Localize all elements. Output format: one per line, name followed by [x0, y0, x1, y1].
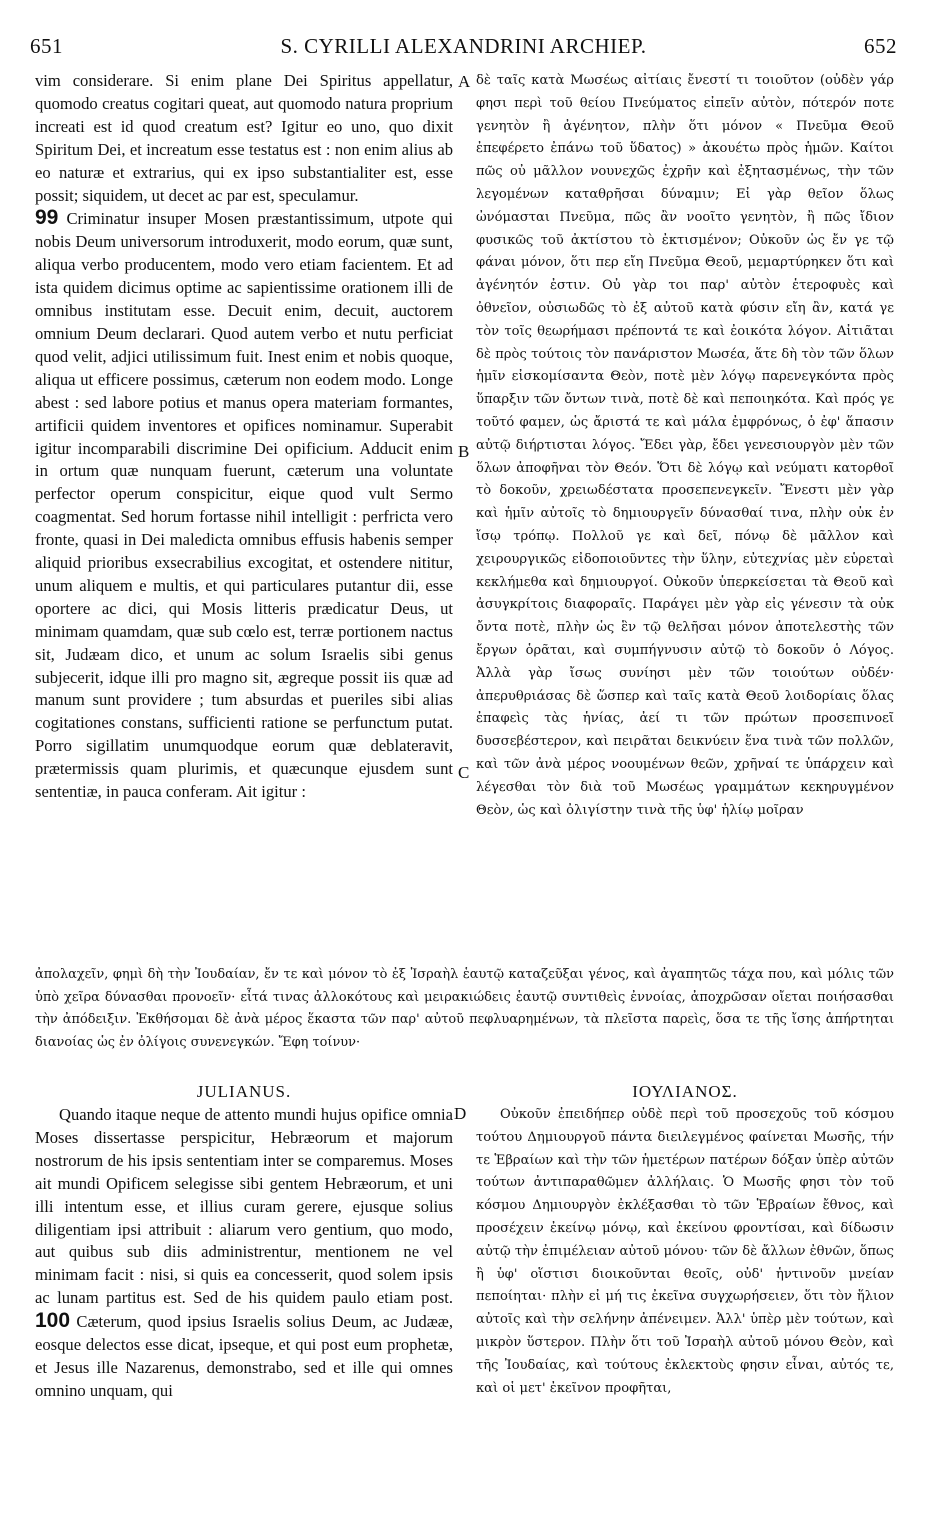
greek-paragraph-upper: δὲ ταῖς κατὰ Μωσέως αἰτίαις ἔνεστί τι τοιοῦτον (οὐδὲν γάρ φησι περὶ τοῦ θείου Πνεύματος εἰπεῖν αὐτὸν, πότερόν ποτε γενητὸν ἢ ἀγένητον, πλὴν ὅτι μόνον « Πνεῦμα Θεοῦ ἐπεφέρετο ἐπάνω τοῦ ὕδατος) » ἀκουέτω πρὸς ἡμῶν. Καίτοι πῶς οὐ μᾶλλον νουνεχῶς ἐχρῆν καὶ ἐξητασμένως, τὴν τῶν λεγομένων καταθρῆσαι δύναμιν; Εἰ γὰρ θεῖον ὅλως ὠνόμασται Πνεῦμα, πῶς ἂν νοοῖτο γενητὸν, ἢ πῶς ἴδιον φυσικῶς τοῦ ἀκτίστου τὸ ἐκτισμένον; Οὐκοῦν ὡς ἔν γε τῷ φάναι μόνον, ὅτι περ εἴη Πνεῦμα Θεοῦ, μεμαρτύρηκεν ὅτι καὶ ἀγένητόν ἐστιν. Οὐ γὰρ τοι παρ' αὐτὸν ἑτεροφυὲς καὶ ὀθνεῖον, οὐσιωδῶς τὸ ἐξ αὐτοῦ κατὰ φύσιν εἴη ἂν, κατά γε τὸν τοῖς θεωρήμασι πρέποντά τε καὶ ἐοικότα λόγον. Αἰτιᾶται δὲ πρὸς τούτοις τὸν πανάριστον Μωσέα, ἅτε δὴ τὸν τῶν ὅλων ἡμῖν εἰσκομίσαντα Θεὸν, ποτὲ μὲν λόγῳ παρενεγκόντα πρὸς ὕπαρξιν τῶν ὄντων τινὰ, ποτὲ δὲ καὶ πεποιηκότα. Καὶ πρός γε τοῦτό φαμεν, ὡς ἄριστά τε καὶ μάλα ἐμφρόνως, ὁ ἐφ' ἅπασιν αὐτῷ διήρτισται λόγος. Ἔδει γὰρ, ἔδει γενεσιουργὸν μὲν τῶν ὅλων ἀποφῆναι τὸν Θεόν. Ὅτι δὲ λόγῳ καὶ νεύματι κατορθοῖ τὸ δοκοῦν, χρειωδέστατα προσεπενεγκεῖν. Ἔνεστι μὲν γὰρ καὶ ἡμῖν αὐτοῖς τὸ δημιουργεῖν δύνασθαί τινα, πλὴν οὐκ ἐν ἴσῳ τρόπῳ. Πολλοῦ γε καὶ δεῖ, πόνῳ δὲ μᾶλλον καὶ χειρουργικῶς εἰδοποιοῦντες τὴν ὕλην, εὐτεχνίας μὲν εὑρεταὶ κεκλήμεθα καὶ δημιουργοί. Οὐκοῦν ὑπερκείσεται τὰ Θεοῦ καὶ ἀσυγκρίτοις διαφοραῖς. Παράγει μὲν γὰρ εἰς γένεσιν τὰ οὐκ ὄντα ποτὲ, πλὴν ὡς ἓν τῷ θελῆσαι μόνον ἀποτελεστὴς τῶν ἔργων ὁρᾶται, καὶ συμπήγνυσιν αὐτῷ τὸ δοκοῦν ὁ Λόγος. Ἀλλὰ γὰρ ἴσως συνίησι μὲν τῶν τοιούτων οὐδέν· ἀπερυθριάσας δὲ ὥσπερ καὶ ταῖς κατὰ Θεοῦ λοιδορίαις ὅλας ἐπαφεὶς τὰς ἡνίας, ἀεί τι τῶν πρώτων προσεπινοεῖ δυσσεβέστερον, καὶ πειρᾶται δεικνύειν ἕνα τινὰ τῶν πολλῶν, καὶ τῶν ἀνὰ μέρος νοουμένων θεῶν, χρῆναί τε ὑπάρχειν καὶ λέγεσθαι τὸν διὰ τοῦ Μωσέως γραμμάτων κεκηρυγμένον Θεὸν, ὡς καὶ ὀλιγίστην τινὰ τῆς ὑφ' ἡλίῳ μοῖραν: [476, 73, 894, 818]
running-title: S. CYRILLI ALEXANDRINI ARCHIEP.: [280, 34, 647, 58]
page-number-right: 652: [864, 34, 897, 58]
margin-letter-a: A: [458, 72, 471, 91]
greek-column-lower: [476, 1104, 894, 1514]
margin-letter-d: D: [454, 1104, 467, 1123]
running-header: [30, 34, 897, 64]
greek-fullwidth-block: [35, 964, 894, 1082]
section-title-latin: JULIANUS.: [196, 1082, 292, 1101]
latin-paragraph-criminatur: Criminatur insuper Mosen præstantissimum, utpote qui nobis Deum universorum introduxerit, modo eorum, quæ sunt, aliqua verbo producentem, modo vero etiam facientem. Et ad ista quidem dicimus optime ac sapientissime orationem illi de omnibus institutam esse. Decuit enim, decuit, auctorem omnium Deum declarari. Quod autem verbo et nutu perficiat quod velit, adjici utilissimum fuit. Inest enim et nobis quoque, aliqua ut efficere possimus, cæterum non eodem modo. Longe abest : sed labore potius et manus opera materiam formantes, artificii quidem inventores et opifices nominamur. Superabit igitur incomparabili discrimine Dei opificium. Adducit enim in ortum quæ nunquam fuerunt, cæterum una voluntate perfector operum conspicitur, eique quod vult Sermo coagmentat. Sed horum fortasse nihil intelligit : perfricta vero fronte, quasi in Dei maledicta omnibus effusis habenis semper aliquid prioribus exsecrabilius excogitat, et ostendere nititur, unum aliquem e multis, et qui particulares putantur dii, esse oportere ac dici, qui Mosis litteris prædicatur Deus, ut minimam quamdam, quæ sub cœlo est, terræ portionem nactus sit, Judæam dico, et unum ac solum Israelis sibi genus subjecerit, idque illi pro magno sit, ægreque possit iis quæ ad manum sunt providere ; tum absurdas et pueriles sibi alias cogitationes constans, sufficienti ratione se perfunctum putat. Porro sigillatim unumquodque eorum quæ deblateravit, prætermissis quam plurimis, et quæcunque ejusdem sunt sententiæ, in pauca conferam. Ait igitur :: [35, 209, 453, 802]
latin-paragraph-quando: Quando itaque neque de attento mundi hujus opifice omnia Moses dissertasse perspicitur, Hebræorum et majorum nostrorum de his ipsis sententiam inter se comparemus. Moses ait mundi Opificem selegisse sibi gentem Hebræorum, et uni illi intentum esse, et illius curam gerere, ejusque solius diligentiam ipsi attribuit : aliarum vero gentium, quo modo, aut quibus sub diis administrentur, mentionem ne vel minimam facit : nisi, si quis ea concesserit, quod solem ipsis ac lunam partitus est. Sed de his quidem paulo etiam post.: [35, 1105, 453, 1308]
page-number-left: 651: [30, 34, 63, 58]
latin-paragraph-caeterum: Cæterum, quod ipsius Israelis solius Deum, ac Judææ, eosque delectos esse dicat, ipseque, et qui post eum prophetæ, et Jesus ille Nazarenus, demonstrabo, sed et ille qui omnes omnino unquam, qui: [35, 1312, 453, 1400]
margin-letter-b: B: [458, 442, 470, 461]
greek-column-upper: [476, 70, 894, 965]
section-number-99: 99: [35, 206, 59, 230]
section-title-greek: ΙΟΥΛΙΑΝΟΣ.: [632, 1082, 738, 1101]
section-number-100: 100: [35, 1309, 71, 1333]
latin-paragraph-continued: vim considerare. Si enim plane Dei Spiritus appellatur, quomodo creatus cogitari queat, aut quomodo natura proprium increati est id quod creatum est? Igitur eo uno, quo dixit Spiritum Dei, et increatum esse testatus est : non enim alius ab eo naturæ et extrarius, qui ex ipso substantialiter est, esse possit; siquidem, ut decet ac par est, speculamur.: [35, 71, 453, 205]
greek-paragraph-wide: ἀπολαχεῖν, φημὶ δὴ τὴν Ἰουδαίαν, ἔν τε καὶ μόνον τὸ ἐξ Ἰσραὴλ ἑαυτῷ καταζεῦξαι γένος, καὶ ἀγαπητῶς τάχα που, καὶ μόλις τῶν ὑπὸ χεῖρα δύνασθαι προνοεῖν· εἶτά τινας ἀλλοκότους καὶ μειρακιώδεις ἑαυτῷ συντιθεὶς ἐννοίας, ἀποχρῶσαν οἴεται ποιήσασθαι τὴν ἀπόδειξιν. Ἐκθήσομαι δὲ ἀνὰ μέρος ἕκαστα τῶν παρ' αὐτοῦ πεφλυαρημένων, τὰ πλεῖστα παρεὶς, ὅσα τε τῆς ἴσης ἀπήρτηται διανοίας ὡς ἐν ὀλίγοις συνενεγκών. Ἔφη τοίνυν·: [35, 967, 894, 1050]
margin-letter-c: C: [458, 763, 470, 782]
latin-column-lower: [35, 1104, 453, 1514]
greek-paragraph-lower: Οὐκοῦν ἐπειδήπερ οὐδὲ περὶ τοῦ προσεχοῦς τοῦ κόσμου τούτου Δημιουργοῦ πάντα διειλεγμένος φαίνεται Μωσῆς, τήν τε Ἑβραίων καὶ τὴν τῶν ἡμετέρων πατέρων δόξαν ὑπὲρ αὐτῶν τούτων ἀντιπαραθῶμεν ἀλλήλαις. Ὁ Μωσῆς φησι τὸν τοῦ κόσμου Δημιουργὸν ἐκλέξασθαι τὸ τῶν Ἑβραίων ἔθνος, καὶ προσέχειν ἐκείνῳ μόνῳ, καὶ ἐκείνου φροντίσαι, καὶ δίδωσιν αὐτῷ τὴν ἐπιμέλειαν αὐτοῦ μόνου· τῶν δὲ ἄλλων ἐθνῶν, ὅπως ἢ ὑφ' οἵστισι διοικοῦνται θεοῖς, οὐδ' ἡντινοῦν μνείαν πεποίηται· πλὴν εἰ μή τις ἐκεῖνα συγχωρήσειεν, ὅτι τὸν ἥλιον αὐτοῖς καὶ τὴν σελήνην ἀπένειμεν. Ἀλλ' ὑπὲρ μὲν τούτων, καὶ μικρὸν ὕστερον. Πλὴν ὅτι τοῦ Ἰσραὴλ αὐτοῦ μόνου Θεὸν, καὶ τῆς Ἰουδαίας, καὶ τούτους ἐκλεκτοὺς φησιν εἶναι, αὐτός τε, καὶ οἱ μετ' ἐκεῖνον προφῆται,: [476, 1107, 894, 1396]
latin-column-upper: [35, 70, 453, 965]
